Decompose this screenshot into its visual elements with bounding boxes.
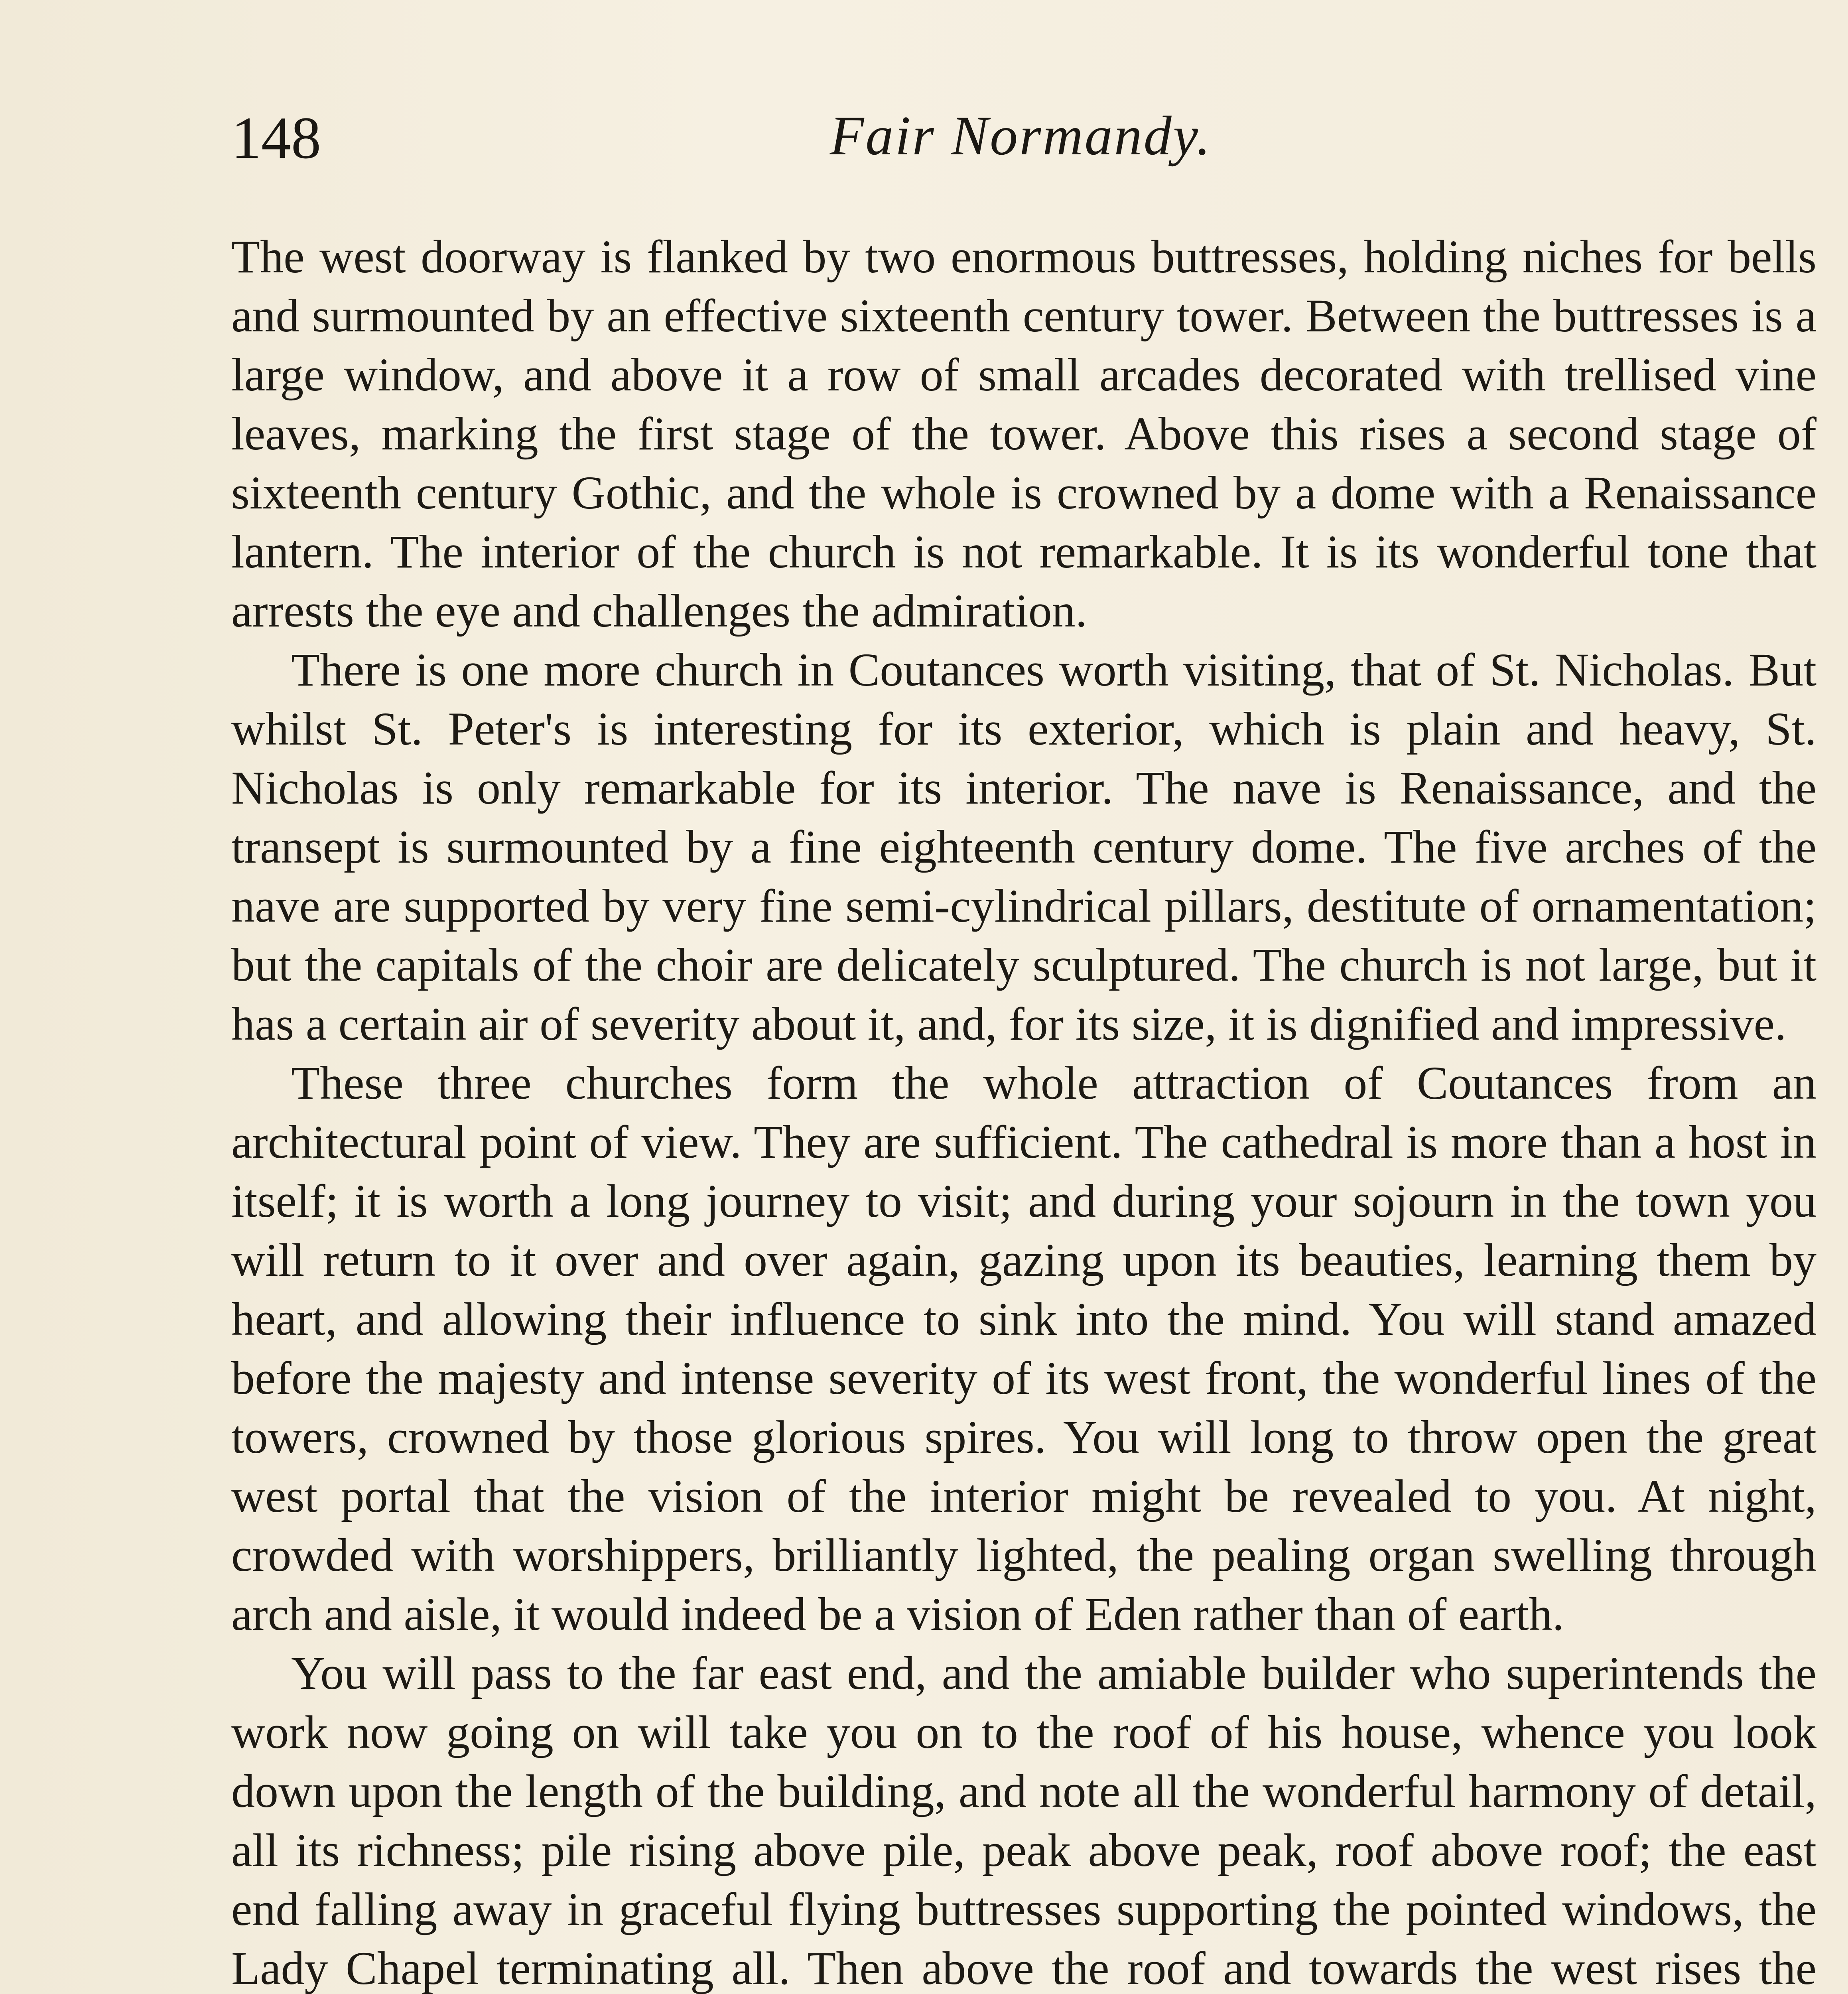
page-number: 148 <box>231 105 321 171</box>
page-header <box>231 104 1811 183</box>
body-text <box>231 227 1816 1994</box>
running-title: Fair Normandy. <box>829 105 1212 167</box>
paragraph: These three churches form the whole attraction of Coutances from an architectural point of view. They are sufficient. The cathedral is more than a host in itself; it is worth a long journey to visit; and during your sojourn in the town you will return to it over and over again, gazing upon its beauties, learning them by heart, and allowing their influence to sink into the mind. You will stand amazed before the majesty and intense severity of its west front, the wonderful lines of the towers, crowned by those glorious spires. You will long to throw open the great west portal that the vision of the interior might be revealed to you. At night, crowded with worshippers, brilliantly lighted, the pealing organ swelling through arch and aisle, it would indeed be a vision of Eden rather than of earth. <box>231 1057 1816 1640</box>
paragraph: There is one more church in Coutances worth visiting, that of St. Nicholas. But whilst St. Peter's is interesting for its exterior, which is plain and heavy, St. Nicholas is only remarkable for its interior. The nave is Renaissance, and the transept is surmounted by a fine eighteenth century dome. The five arches of the nave are supported by very fine semi-cylindrical pillars, destitute of ornamentation; but the capitals of the choir are delicately sculptured. The church is not large, but it has a certain air of severity about it, and, for its size, it is dignified and impressive. <box>231 644 1816 1050</box>
paragraph: You will pass to the far east end, and the amiable builder who superintends the work now going on will take you on to the roof of his house, whence you look down upon the length of the building, and note all the wonderful harmony of detail, all its richness; pile rising above pile, peak above peak, roof above roof; the east end falling away in graceful flying buttresses supporting the pointed windows, the Lady Chapel terminating all. Then above the roof and towards the west rises the <box>231 1647 1816 1994</box>
paragraph: The west doorway is flanked by two enormous buttresses, holding niches for bells and surmounted by an effective sixteenth century tower. Between the buttresses is a large window, and above it a row of small arcades decorated with trellised vine leaves, marking the first stage of the tower. Above this rises a second stage of sixteenth century Gothic, and the whole is crowned by a dome with a Renaissance lantern. The interior of the church is not remarkable. It is its wonderful tone that arrests the eye and challenges the admiration. <box>231 231 1816 637</box>
